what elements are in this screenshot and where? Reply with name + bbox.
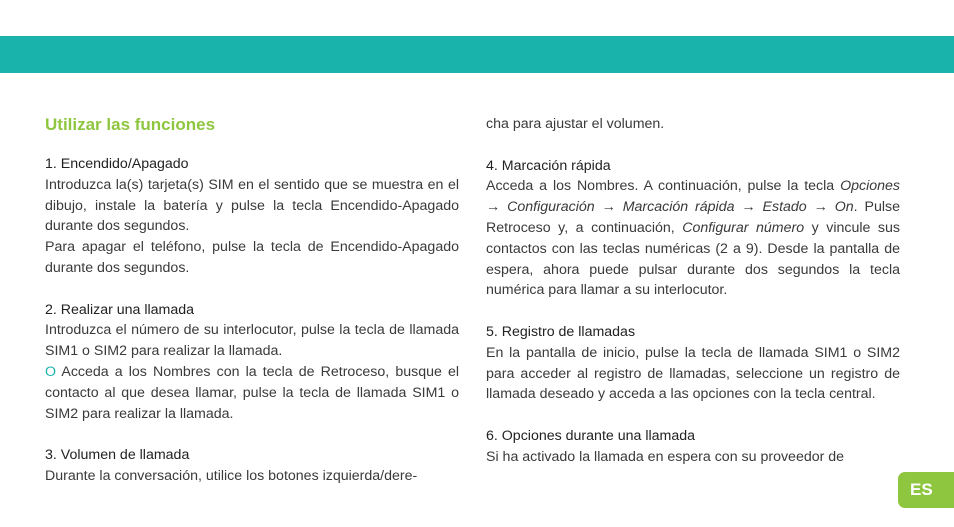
- text-power-off: Para apagar el teléfono, pulse la tecla de Encendido-Apagado durante dos segundos.: [45, 239, 459, 276]
- or-marker: O: [45, 363, 57, 380]
- heading-call-options: 6. Opciones durante una llamada: [486, 427, 696, 444]
- heading-volume: 3. Volumen de llamada: [45, 447, 190, 464]
- text-call-contacts: [45, 362, 459, 424]
- heading-power: 1. Encendido/Apagado: [45, 156, 189, 172]
- right-column: [486, 114, 900, 468]
- menu-on: On: [834, 199, 854, 216]
- menu-marcacion-rapida: Marcación rápida: [622, 199, 735, 216]
- text-call-contacts-body: Acceda a los Nombres con la tecla de Retroceso, busque el contacto al que desea llamar, pulse la tecla de llamada SIM1 o SIM2 para realizar la llamada.: [45, 363, 459, 422]
- text-volume: Durante la conversación, utilice los botones izquierda/dere-: [45, 467, 418, 484]
- menu-configuracion: Configuración: [507, 199, 595, 216]
- heading-call: 2. Realizar una llamada: [45, 301, 195, 318]
- language-tab: ES: [898, 472, 954, 508]
- header-bar: [0, 36, 954, 73]
- text-call-number: Introduzca el número de su interlocutor, pulse la tecla de llamada SIM1 o SIM2 para realizar la llamada.: [45, 322, 459, 360]
- text-power-on: Introduzca la(s) tarjeta(s) SIM en el sentido que se muestra en el dibujo, instale la batería y pulse la tecla Encendido-Apagado durante dos segundos.: [45, 176, 459, 235]
- text-volume-continued: cha para ajustar el volumen.: [486, 116, 665, 132]
- text-call-options: Si ha activado la llamada en espera con su proveedor de: [486, 448, 845, 465]
- menu-estado: Estado: [762, 199, 807, 216]
- menu-configurar-numero: Configurar número: [682, 219, 805, 236]
- menu-opciones: Opciones: [840, 178, 900, 195]
- left-column: [45, 114, 459, 487]
- text-speed-dial: Acceda a los Nombres. A continuación, pulse la tecla Opciones → Configuración → Marcación rápida → Estado → On. Pulse Retroceso y, a continuación, Configurar número y vincule sus contactos con las teclas numéricas (2 a 9). Desde la pantalla de espera, ahora puede pulsar durante dos segundos la tecla numérica para llamar a su interlocutor.: [486, 178, 901, 299]
- heading-call-log: 5. Registro de llamadas: [486, 323, 636, 340]
- section-title: Utilizar las funciones: [45, 115, 216, 134]
- heading-speed-dial: 4. Marcación rápida: [486, 157, 611, 174]
- text-call-log: En la pantalla de inicio, pulse la tecla de llamada SIM1 o SIM2 para acceder al registro de llamadas, seleccione un registro de llamada deseado y acceda a las opciones con la tecla central.: [486, 344, 900, 403]
